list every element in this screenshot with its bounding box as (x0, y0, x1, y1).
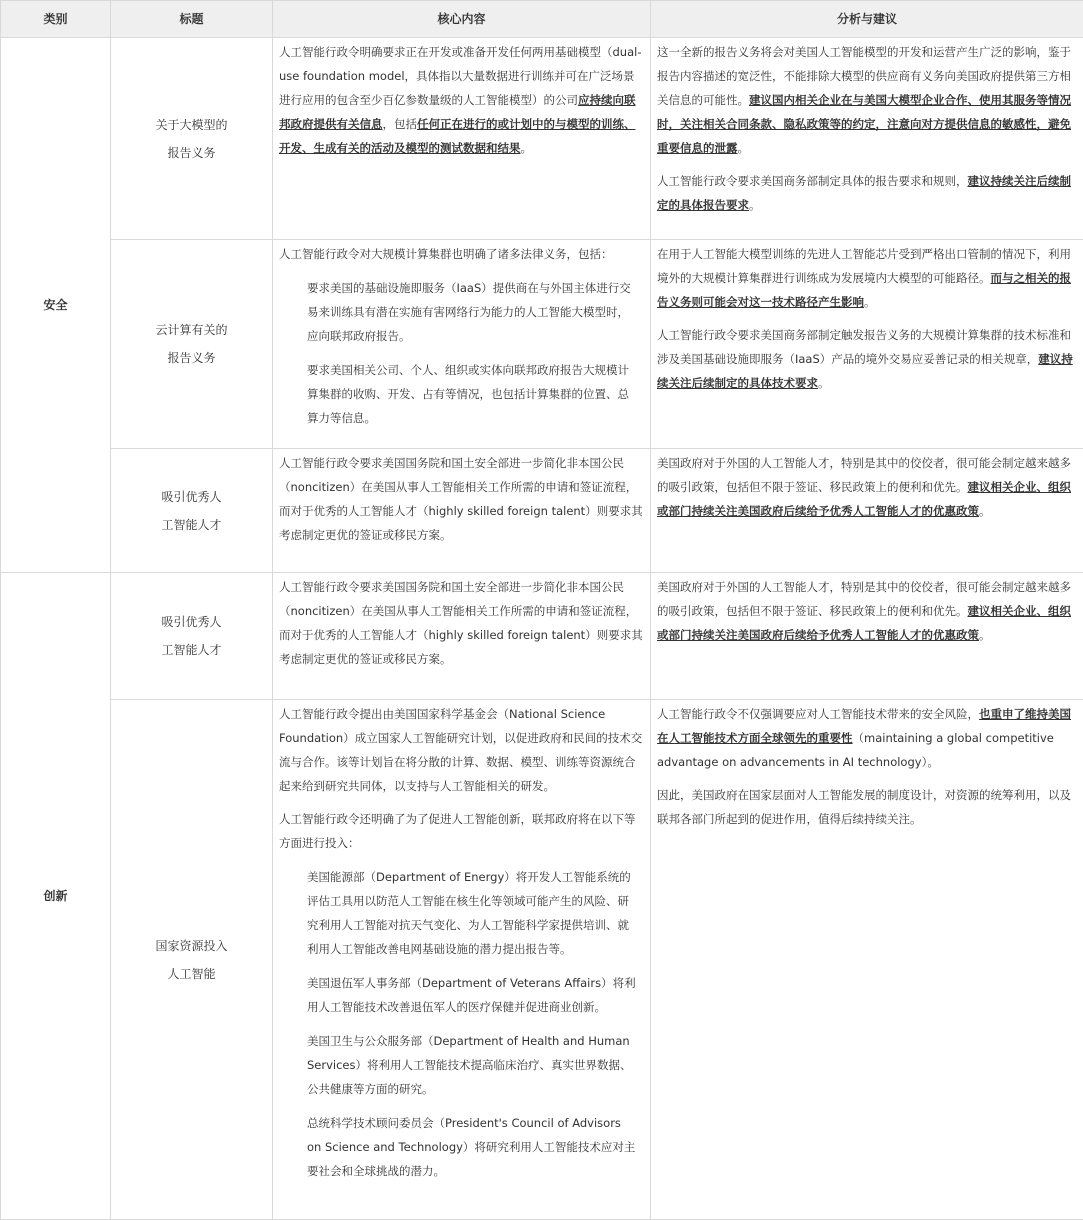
row-title: 吸引优秀人 工智能人才 (111, 573, 273, 700)
row-analysis: 人工智能行政令不仅强调要应对人工智能技术带来的安全风险，也重申了维持美国在人工智能技术方面全球领先的重要性（maintaining a global competitive advantage on advancements in AI technology）。 因此，美国政府在国家层面对人工智能发展的制度设计，对资源的统筹利用，以及联邦各部门所起到的促进作用，值得后续持续关注。 (651, 700, 1083, 1220)
row-title: 国家资源投入 人工智能 (111, 700, 273, 1220)
list-item: 美国卫生与公众服务部（Department of Health and Human Services）将利用人工智能技术提高临床治疗、真实世界数据、公共健康等方面的研究。 (307, 1029, 637, 1101)
list-item: 总统科学技术顾问委员会（President's Council of Advisors on Science and Technology）将研究利用人工智能技术应对主要社会和全球挑战的潜力。 (307, 1111, 637, 1183)
row-content: 人工智能行政令要求美国国务院和国土安全部进一步简化非本国公民（noncitizen）在美国从事人工智能相关工作所需的申请和签证流程，而对于优秀的人工智能人才（highly skilled foreign talent）则要求其考虑制定更优的签证或移民方案。 (273, 573, 651, 700)
row-analysis: 这一全新的报告义务将会对美国人工智能模型的开发和运营产生广泛的影响，鉴于报告内容描述的宽泛性，不能排除大模型的供应商有义务向美国政府提供第三方相关信息的可能性。建议国内相关企业在与美国大模型企业合作、使用其服务等情况时，关注相关合同条款、隐私政策等的约定，注意向对方提供信息的敏感性，避免重要信息的泄露。 人工智能行政令要求美国商务部制定具体的报告要求和规则，建议持续关注后续制定的具体报告要求。 (651, 38, 1083, 240)
row-analysis: 美国政府对于外国的人工智能人才，特别是其中的佼佼者，很可能会制定越来越多的吸引政策，包括但不限于签证、移民政策上的便利和优先。建议相关企业、组织或部门持续关注美国政府后续给予优秀人工智能人才的优惠政策。 (651, 449, 1083, 573)
category-security: 安全 (1, 38, 111, 573)
list-item: 美国退伍军人事务部（Department of Veterans Affairs）将利用人工智能技术改善退伍军人的医疗保健并促进商业创新。 (307, 971, 637, 1019)
row-content: 人工智能行政令明确要求正在开发或准备开发任何两用基础模型（dual-use foundation model，具体指以大量数据进行训练并可在广泛场景进行应用的包含至少百亿参数量级的人工智能模型）的公司应持续向联邦政府提供有关信息，包括任何正在进行的或计划中的与模型的训练、开发、生成有关的活动及模型的测试数据和结果。 (273, 38, 651, 240)
header-content: 核心内容 (273, 1, 651, 38)
header-category: 类别 (1, 1, 111, 38)
table-row (1, 700, 1083, 1220)
row-analysis: 在用于人工智能大模型训练的先进人工智能芯片受到严格出口管制的情况下，利用境外的大规模计算集群进行训练成为发展境内大模型的可能路径。而与之相关的报告义务则可能会对这一技术路径产生影响。 人工智能行政令要求美国商务部制定触发报告义务的大规模计算集群的技术标准和涉及美国基础设施即服务（IaaS）产品的境外交易应妥善记录的相关规章，建议持续关注后续制定的具体技术要求。 (651, 240, 1083, 449)
row-title: 云计算有关的 报告义务 (111, 240, 273, 449)
table-row (1, 240, 1083, 449)
header-analysis: 分析与建议 (651, 1, 1083, 38)
table-row (1, 449, 1083, 573)
row-content: 人工智能行政令提出由美国国家科学基金会（National Science Foundation）成立国家人工智能研究计划，以促进政府和民间的技术交流与合作。该等计划旨在将分散的计算、数据、模型、训练等资源统合起来给到研究共同体，以支持与人工智能相关的研发。 人工智能行政令还明确了为了促进人工智能创新，联邦政府将在以下等方面进行投入： 美国能源部（Department of Energy）将开发人工智能系统的评估工具用以防范人工智能在核生化等领域可能产生的风险、研究利用人工智能对抗天气变化、为人工智能科学家提供培训、就利用人工智能改善电网基础设施的潜力提出报告等。 美国退伍军人事务部（Department of Veterans Affairs）将利用人工智能技术改善退伍军人的医疗保健并促进商业创新。 美国卫生与公众服务部（Department of Health and Human Services）将利用人工智能技术提高临床治疗、真实世界数据、公共健康等方面的研究。 总统科学技术顾问委员会（President's Council of Advisors on Science and Technology）将研究利用人工智能技术应对主要社会和全球挑战的潜力。 (273, 700, 651, 1220)
row-title: 吸引优秀人 工智能人才 (111, 449, 273, 573)
table-row (1, 38, 1083, 240)
row-analysis: 美国政府对于外国的人工智能人才，特别是其中的佼佼者，很可能会制定越来越多的吸引政策，包括但不限于签证、移民政策上的便利和优先。建议相关企业、组织或部门持续关注美国政府后续给予优秀人工智能人才的优惠政策。 (651, 573, 1083, 700)
table-row (1, 573, 1083, 700)
list-item: 要求美国相关公司、个人、组织或实体向联邦政府报告大规模计算集群的收购、开发、占有等情况，也包括计算集群的位置、总算力等信息。 (307, 358, 637, 430)
category-innovation: 创新 (1, 573, 111, 1220)
header-title: 标题 (111, 1, 273, 38)
list-item: 要求美国的基础设施即服务（IaaS）提供商在与外国主体进行交易来训练具有潜在实施有害网络行为能力的人工智能大模型时，应向联邦政府报告。 (307, 276, 637, 348)
row-content: 人工智能行政令对大规模计算集群也明确了诸多法律义务，包括： 要求美国的基础设施即服务（IaaS）提供商在与外国主体进行交易来训练具有潜在实施有害网络行为能力的人工智能大模型时，应向联邦政府报告。 要求美国相关公司、个人、组织或实体向联邦政府报告大规模计算集群的收购、开发、占有等情况，也包括计算集群的位置、总算力等信息。 (273, 240, 651, 449)
row-title: 关于大模型的 报告义务 (111, 38, 273, 240)
row-content: 人工智能行政令要求美国国务院和国土安全部进一步简化非本国公民（noncitizen）在美国从事人工智能相关工作所需的申请和签证流程，而对于优秀的人工智能人才（highly skilled foreign talent）则要求其考虑制定更优的签证或移民方案。 (273, 449, 651, 573)
header-row (1, 1, 1083, 38)
list-item: 美国能源部（Department of Energy）将开发人工智能系统的评估工具用以防范人工智能在核生化等领域可能产生的风险、研究利用人工智能对抗天气变化、为人工智能科学家提供培训、就利用人工智能改善电网基础设施的潜力提出报告等。 (307, 865, 637, 961)
